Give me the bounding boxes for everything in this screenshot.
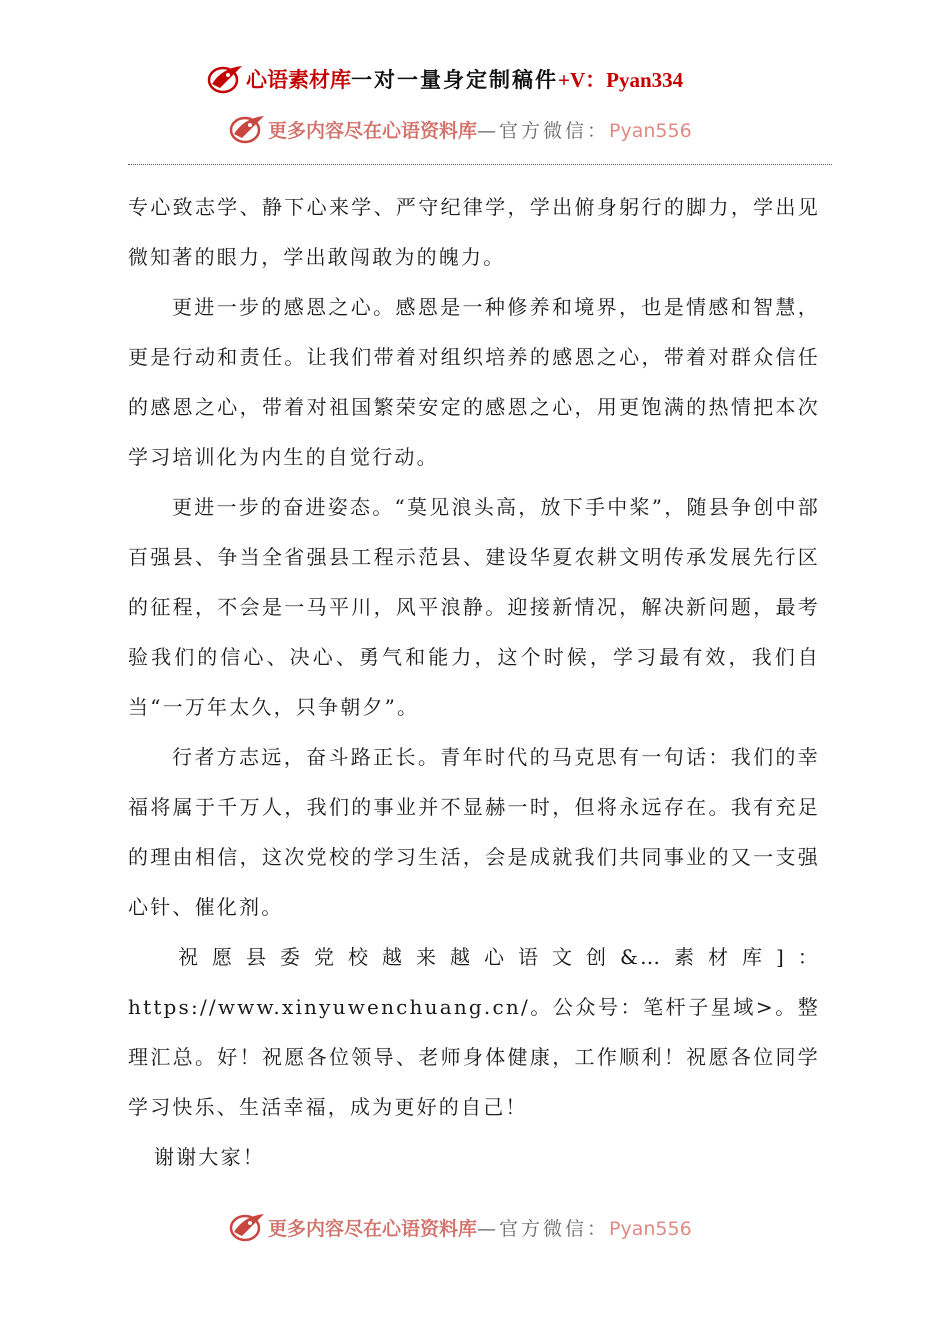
footer-separator: —官方微信： (477, 1218, 610, 1240)
paragraph-4: 行者方志远，奋斗路正长。青年时代的马克思有一句话：我们的幸福将属于千万人，我们的事业并不显赫一时，但将永远存在。我有充足的理由相信，这次党校的学习生活，会是成就我们共同事业的又一支强心针、催化剂。 (128, 745, 820, 919)
paragraph-3: 更进一步的奋进姿态。“莫见浪头高，放下手中桨”，随县争创中部百强县、争当全省强县工程示范县、建设华夏农耕文明传承发展先行区的征程，不会是一马平川，风平浪静。迎接新情况，解决新问题，最考验我们的信心、决心、勇气和能力，这个时候，学习最有效，我们自当“一万年太久，只争朝夕”。 (128, 495, 820, 719)
paragraph-1: 专心致志学、静下心来学、严守纪律学，学出俯身躬行的脚力，学出见微知著的眼力，学出敢闯敢为的魄力。 (128, 195, 820, 269)
paragraph-6: 谢谢大家！ (154, 1145, 265, 1169)
brand-name: 心语素材库 (246, 67, 351, 92)
page-header (0, 62, 950, 102)
brand-line (246, 66, 683, 94)
header-divider (128, 164, 832, 165)
paragraph-5: 祝愿县委党校越来越心语文创&…素材库]：https://www.xinyuwenchuang.cn/。公众号：笔杆子星域>。整理汇总。好！祝愿各位领导、老师身体健康，工作顺利！祝愿各位同学学习快乐、生活幸福，成为更好的自己！ (128, 945, 820, 1119)
pen-nib-logo-icon (228, 112, 268, 146)
pen-nib-logo-icon (206, 62, 246, 96)
pen-nib-logo-icon (228, 1210, 268, 1244)
document-body (128, 182, 820, 1182)
watermark-wechat: Pyan556 (609, 120, 692, 142)
watermark-separator: —官方微信： (477, 120, 610, 142)
watermark-header (0, 112, 950, 152)
footer-wechat: Pyan556 (609, 1218, 692, 1240)
footer-text (268, 1216, 692, 1242)
paragraph-2: 更进一步的感恩之心。感恩是一种修养和境界，也是情感和智慧，更是行动和责任。让我们带着对组织培养的感恩之心，带着对群众信任的感恩之心，带着对祖国繁荣安定的感恩之心，用更饱满的热情把本次学习培训化为内生的自觉行动。 (128, 295, 820, 469)
watermark-footer (0, 1210, 950, 1250)
watermark-label: 更多内容尽在心语资料库 (268, 120, 478, 142)
footer-label: 更多内容尽在心语资料库 (268, 1218, 478, 1240)
brand-contact: +V：Pyan334 (558, 68, 684, 92)
brand-service: 一对一量身定制稿件 (351, 67, 558, 92)
watermark-text (268, 118, 692, 144)
